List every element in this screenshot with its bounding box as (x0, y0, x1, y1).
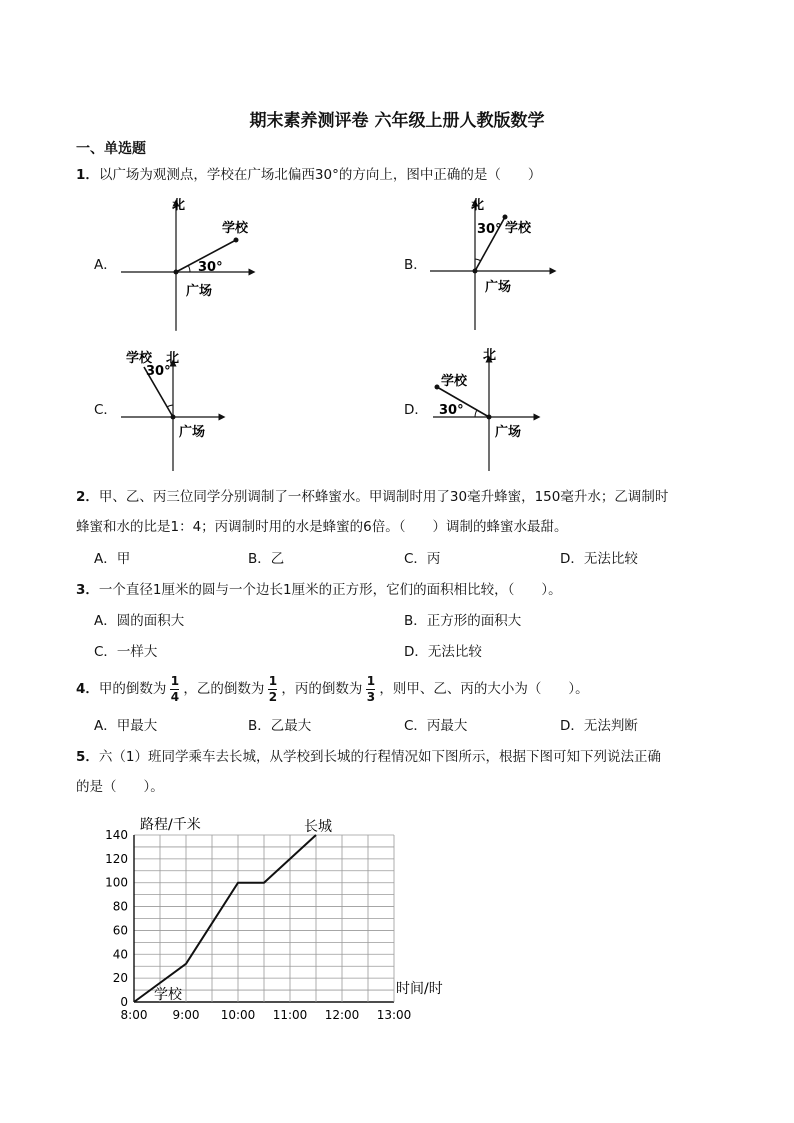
plaza-label: 广场 (186, 284, 213, 299)
q4-option-c: C．丙最大 (404, 718, 468, 734)
distance-time-chart (90, 805, 470, 1035)
school-label: 学校 (441, 374, 468, 389)
q1-option-a-diagram (116, 195, 256, 335)
north-label: 北 (483, 348, 497, 363)
x-tick-label: 8:00 (120, 1008, 148, 1022)
question-text: 以广场为观测点，学校在广场北偏西30°的方向上，图中正确的是（ ） (98, 167, 542, 183)
question-text: 一个直径1厘米的圆与一个边长1厘米的正方形，它们的面积相比较，（ ）。 (98, 582, 562, 598)
fraction-1-3: $\frac{1}{3}$ (366, 673, 376, 704)
start-label: 学校 (154, 987, 182, 1003)
q1-option-b-diagram (425, 195, 565, 335)
q3-option-a: A．圆的面积大 (94, 613, 185, 629)
chart-grid (134, 835, 394, 1002)
school-point (503, 215, 508, 220)
question-2 (76, 487, 668, 507)
school-point (234, 238, 239, 243)
question-number: 2． (76, 489, 99, 505)
q3-option-c: C．一样大 (94, 644, 158, 660)
q1-option-b-label: B． (404, 257, 427, 273)
y-tick-label: 60 (112, 923, 128, 938)
q4-part4: ，则甲、乙、丙的大小为（ ）。 (379, 681, 589, 697)
fraction-1-4: $\frac{1}{4}$ (170, 673, 180, 704)
y-tick-label: 0 (120, 995, 128, 1009)
plaza-label: 广场 (495, 425, 522, 440)
angle-label: 30° (146, 364, 171, 379)
question-number: 5． (76, 749, 99, 765)
question-text-line1: 六（1）班同学乘车去长城，从学校到长城的行程情况如下图所示，根据下图可知下列说法正确 (98, 749, 661, 765)
x-tick-label: 10:00 (220, 1008, 256, 1022)
angle-label: 30° (198, 260, 223, 275)
angle-label: 30° (477, 222, 502, 237)
q2-option-c: C．丙 (404, 551, 441, 567)
q4-option-b: B．乙最大 (248, 718, 312, 734)
q1-option-c-diagram (116, 345, 246, 475)
x-axis-label: 时间/时 (396, 981, 443, 997)
question-3 (76, 580, 562, 600)
school-label: 学校 (505, 221, 532, 236)
school-label: 学校 (126, 351, 153, 366)
school-label: 学校 (222, 221, 249, 236)
plaza-point (174, 270, 179, 275)
q4-part2: ，乙的倒数为 (183, 681, 265, 697)
question-4 (76, 674, 589, 704)
x-tick-label: 9:00 (172, 1008, 200, 1022)
q2-option-b: B．乙 (248, 551, 285, 567)
y-tick-label: 40 (112, 947, 128, 962)
q4-part1: 甲的倒数为 (98, 681, 167, 697)
question-1 (76, 165, 541, 185)
fraction-1-2: $\frac{1}{2}$ (268, 673, 278, 704)
x-tick-label: 12:00 (324, 1008, 360, 1022)
y-tick-label: 100 (105, 875, 128, 890)
question-5-line2: 的是（ ）。 (76, 779, 164, 795)
y-tick-label: 120 (105, 851, 128, 866)
north-label: 北 (172, 198, 186, 213)
section-heading: 一、单选题 (76, 141, 146, 157)
school-point (435, 385, 440, 390)
north-label: 北 (166, 351, 180, 366)
x-tick-labels (121, 1008, 412, 1022)
end-label: 长城 (304, 819, 332, 835)
y-tick-labels (105, 828, 128, 1009)
question-2-line2: 蜂蜜和水的比是1：4；丙调制时用的水是蜂蜜的6倍。（ ）调制的蜂蜜水最甜。 (76, 519, 568, 535)
q4-option-a: A．甲最大 (94, 718, 158, 734)
y-tick-label: 20 (112, 971, 128, 986)
y-tick-label: 140 (105, 828, 128, 842)
page-title: 期末素养测评卷 六年级上册人教版数学 (249, 111, 545, 131)
plaza-label: 广场 (485, 280, 512, 295)
q1-option-d-label: D． (404, 402, 428, 418)
plaza-label: 广场 (179, 425, 206, 440)
question-number: 3． (76, 582, 99, 598)
q1-option-c-label: C． (94, 402, 117, 418)
plaza-point (487, 415, 492, 420)
x-tick-label: 13:00 (376, 1008, 412, 1022)
y-axis-label: 路程/千米 (140, 817, 201, 833)
q4-part3: ，丙的倒数为 (281, 681, 363, 697)
q1-option-a-label: A． (94, 257, 117, 273)
north-label: 北 (471, 198, 485, 213)
q2-option-d: D．无法比较 (560, 551, 638, 567)
q2-option-a: A．甲 (94, 551, 131, 567)
q3-option-d: D．无法比较 (404, 644, 482, 660)
plaza-point (171, 415, 176, 420)
q3-option-b: B．正方形的面积大 (404, 613, 522, 629)
q1-option-d-diagram (425, 345, 555, 475)
y-tick-label: 80 (112, 899, 128, 914)
plaza-point (473, 269, 478, 274)
question-5 (76, 747, 661, 767)
question-number: 1． (76, 167, 99, 183)
question-number: 4． (76, 681, 99, 697)
angle-label: 30° (439, 403, 464, 418)
q4-option-d: D．无法判断 (560, 718, 638, 734)
x-tick-label: 11:00 (272, 1008, 308, 1022)
question-text-line1: 甲、乙、丙三位同学分别调制了一杯蜂蜜水。甲调制时用了30毫升蜂蜜，150毫升水；乙调制时 (98, 489, 669, 505)
